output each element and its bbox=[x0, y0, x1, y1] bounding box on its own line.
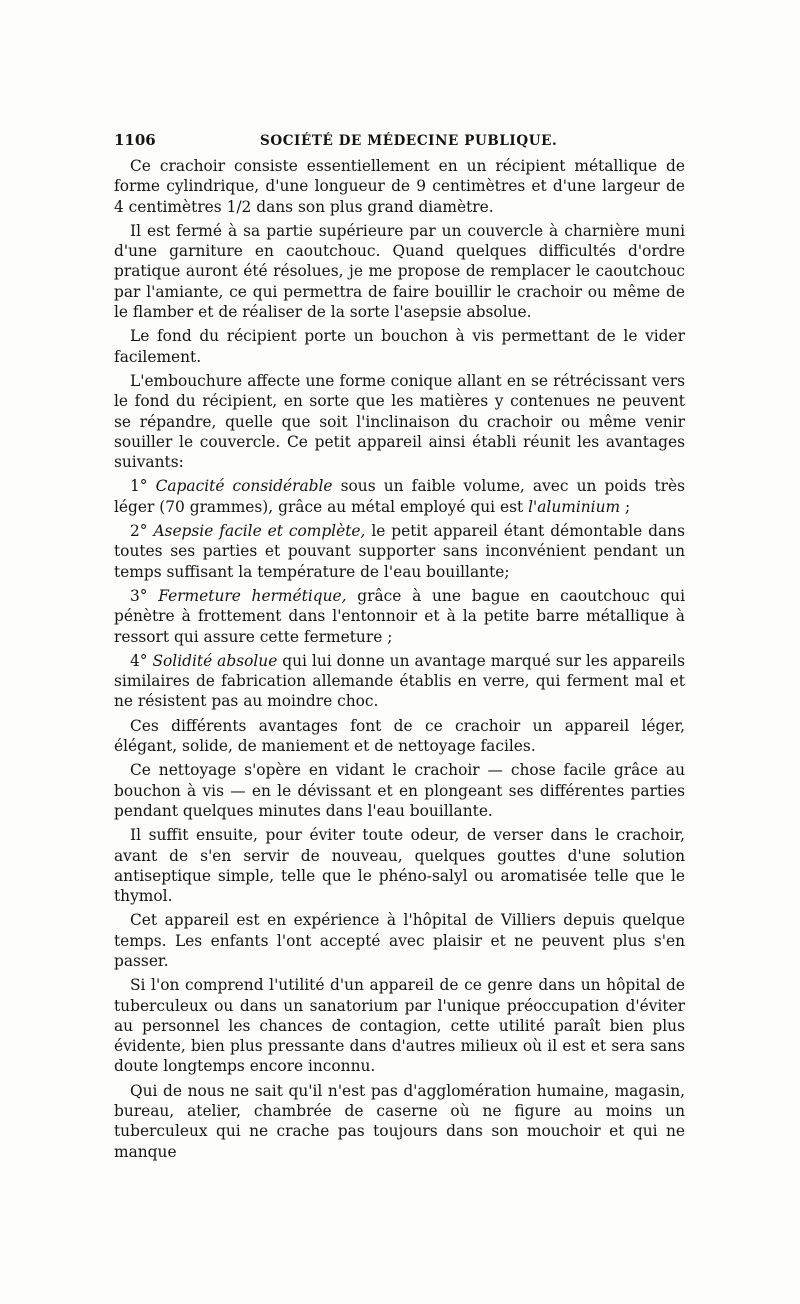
paragraph-conclusion: Qui de nous ne sait qu'il n'est pas d'agglomération humaine, magasin, bureau, atelier, chambrée de caserne où ne figure au moins un tuberculeux qui ne crache pas toujours dans son mouchoir et qui ne manque bbox=[114, 1081, 685, 1161]
list-item-closure bbox=[114, 586, 685, 647]
paragraph-cleaning: Ce nettoyage s'opère en vidant le crachoir — chose facile grâce au bouchon à vis — en le dévissant et en plongeant ses différentes parties pendant quelques minutes dans l'eau bouillante. bbox=[114, 761, 685, 820]
paragraph-lid: Il est fermé à sa partie supérieure par un couvercle à charnière muni d'une garniture en caoutchouc. Quand quelques difficultés d'ordre pratique auront été résolues, je me propose de remplacer le caoutchouc par l'amiante, ce qui permettra de faire bouillir le crachoir ou même de le flamber et de réaliser de la sorte l'asepsie absolue. bbox=[114, 221, 685, 322]
item-text: le petit appareil étant démontable dans toutes ses parties et pouvant supporter sans inconvénient pendant un temps suffisant la température de l'eau bouillante; bbox=[114, 522, 685, 581]
item-title: Fermeture hermétique, bbox=[158, 586, 347, 605]
paragraph-mouthpiece: L'embouchure affecte une forme conique allant en se rétrécissant vers le fond du récipient, en sorte que les matières y contenues ne peuvent se répandre, quelle que soit l'inclinaison du crachoir ou même venir souiller le couvercle. Ce petit appareil ainsi établi réunit les avantages suivants: bbox=[114, 371, 685, 472]
paragraph-odor: Il suffit ensuite, pour éviter toute odeur, de verser dans le crachoir, avant de s'en servir de nouveau, quelques gouttes d'une solution antiseptique simple, telle que le phéno-salyl ou aromatisée telle que le thymol. bbox=[114, 826, 685, 906]
page-number: 1106 bbox=[114, 131, 156, 149]
page-text bbox=[114, 130, 685, 1166]
paragraph-experience: Cet appareil est en expérience à l'hôpital de Villiers depuis quelque temps. Les enfants l'ont accepté avec plaisir et ne peuvent plus s'en passer. bbox=[114, 911, 685, 970]
item-text: sous un faible volume, avec un poids très léger (70 grammes), grâce au métal employé qui est bbox=[114, 477, 685, 516]
page-header bbox=[114, 130, 685, 154]
item-number: 1° bbox=[130, 477, 148, 496]
list-item-capacity bbox=[114, 476, 685, 517]
item-number: 4° bbox=[130, 651, 148, 670]
item-punctuation: ; bbox=[620, 497, 631, 516]
running-title: SOCIÉTÉ DE MÉDECINE PUBLIQUE. bbox=[260, 133, 558, 149]
list-item-asepsis bbox=[114, 521, 685, 582]
item-italic-term: l'aluminium bbox=[528, 497, 621, 516]
item-title: Asepsie facile et complète, bbox=[153, 522, 366, 541]
paragraph-utility: Si l'on comprend l'utilité d'un appareil de ce genre dans un hôpital de tuberculeux ou dans un sanatorium par l'unique préoccupation d'éviter au personnel les chances de contagion, cette utilité paraît bien plus évidente, bien plus pressante dans d'autres milieux où il est et sera sans doute longtemps encore inconnu. bbox=[114, 976, 685, 1076]
item-text: qui lui donne un avantage marqué sur les appareils similaires de fabrication allemande établis en verre, qui ferment mal et ne résistent pas au moindre choc. bbox=[114, 651, 685, 711]
item-text: grâce à une bague en caoutchouc qui pénètre à frottement dans l'entonnoir et à la petite barre métallique à ressort qui assure cette fermeture ; bbox=[114, 586, 685, 646]
item-title: Capacité considérable bbox=[155, 477, 333, 496]
list-item-solidity bbox=[114, 651, 685, 712]
item-title: Solidité absolue bbox=[152, 651, 278, 670]
paragraph-bottom-cap: Le fond du récipient porte un bouchon à vis permettant de le vider facilement. bbox=[114, 327, 685, 366]
item-number: 2° bbox=[130, 522, 148, 541]
paragraph-description: Ce crachoir consiste essentiellement en un récipient métallique de forme cylindrique, d'une longueur de 9 centimètres et d'une largeur de 4 centimètres 1/2 dans son plus grand diamètre. bbox=[114, 157, 685, 216]
item-number: 3° bbox=[130, 586, 148, 605]
paragraph-advantages: Ces différents avantages font de ce crachoir un appareil léger, élégant, solide, de maniement et de nettoyage faciles. bbox=[114, 716, 685, 756]
